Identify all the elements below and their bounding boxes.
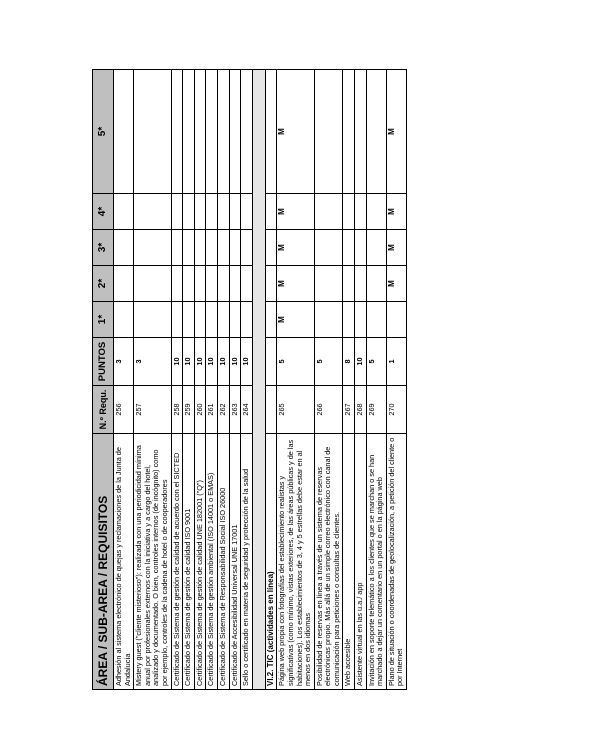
star5-cell	[134, 70, 171, 194]
star4-cell	[229, 194, 241, 230]
star1-cell	[343, 302, 355, 338]
star4-cell: M	[277, 194, 314, 230]
star1-cell	[114, 302, 134, 338]
requirement-text: Posibilidad de reservas en línea a través de un sistema de reservas electrónicas propio. Más allá de un simple correo electrónico con canal de comunicación para peticiones o consultas de clientes.	[314, 434, 343, 690]
star5-cell	[194, 70, 206, 194]
star3-cell	[314, 230, 343, 266]
requirement-text: Certificado de Accesibilidad Universal UNE 17001	[229, 434, 241, 690]
star2-cell: M	[386, 266, 406, 302]
points-value: 10	[171, 338, 183, 386]
requirement-text: Web accesible	[343, 434, 355, 690]
star4-cell	[217, 194, 229, 230]
points-value: 5	[277, 338, 314, 386]
table-row	[277, 70, 314, 690]
points-value: 8	[343, 338, 355, 386]
star1-cell	[217, 302, 229, 338]
star4-cell	[355, 194, 367, 230]
table-row	[217, 70, 229, 690]
header-1-star: 1*	[93, 302, 114, 338]
table-row	[343, 70, 355, 690]
table-row	[314, 70, 343, 690]
star5-cell	[114, 70, 134, 194]
star1-cell	[355, 302, 367, 338]
star2-cell	[229, 266, 241, 302]
star2-cell	[217, 266, 229, 302]
header-3-star: 3*	[93, 230, 114, 266]
star4-cell	[194, 194, 206, 230]
star1-cell	[386, 302, 406, 338]
star2-cell: M	[277, 266, 314, 302]
requirement-text: Sello o certificado en materia de seguridad y protección de la salud	[241, 434, 253, 690]
points-value: 10	[217, 338, 229, 386]
requirement-text: Certificado de Sistema de gestión de calidad UNE 182001 ("Q")	[194, 434, 206, 690]
requirement-number: 265	[277, 386, 314, 434]
section-empty-cell	[265, 338, 277, 386]
requirement-number: 260	[194, 386, 206, 434]
section-empty-cell	[265, 70, 277, 194]
rotated-page	[92, 70, 529, 690]
points-value: 10	[229, 338, 241, 386]
points-value: 10	[355, 338, 367, 386]
star3-cell	[183, 230, 195, 266]
star2-cell	[206, 266, 218, 302]
table-row	[355, 70, 367, 690]
header-req: N.º Requ.	[93, 386, 114, 434]
separator-cell	[252, 70, 265, 690]
star2-cell	[366, 266, 386, 302]
header-2-star: 2*	[93, 266, 114, 302]
star5-cell	[229, 70, 241, 194]
star2-cell	[343, 266, 355, 302]
requirement-number: 269	[366, 386, 386, 434]
star5-cell: M	[386, 70, 406, 194]
points-value: 5	[314, 338, 343, 386]
star1-cell	[206, 302, 218, 338]
star2-cell	[114, 266, 134, 302]
requirement-text: Página web propia con fotografías del establecimiento realistas y significativas (como mínimo, vistas exteriores, de las áreas públicas y de las habitaciones). Los establecimientos de 3, 4 y 5 estrellas debe estar en al menos en dos idiomas	[277, 434, 314, 690]
star5-cell	[217, 70, 229, 194]
points-value: 5	[366, 338, 386, 386]
requirement-text: Plano de situación o coordenadas de geolocalización, a petición del cliente o por Internet	[386, 434, 406, 690]
requirement-text: Mistery guest ("cliente misterioso"): realizada con una periodicidad mínima anual por profesionales externos con la iniciativa y a cargo del hotel, analizado y documentado. O bien, controles internos (de incógnito) como por ejemplo, controles de la cadena de hotel o de cooperadores	[134, 434, 171, 690]
star5-cell	[183, 70, 195, 194]
star2-cell	[194, 266, 206, 302]
star3-cell	[366, 230, 386, 266]
table-row	[366, 70, 386, 690]
header-area: ÁREA / SUB-AREA / REQUISITOS	[93, 434, 114, 690]
section-empty-cell	[265, 302, 277, 338]
points-value: 3	[134, 338, 171, 386]
star4-cell	[343, 194, 355, 230]
star3-cell	[355, 230, 367, 266]
star3-cell: M	[277, 230, 314, 266]
star1-cell	[241, 302, 253, 338]
points-value: 10	[206, 338, 218, 386]
points-value: 10	[241, 338, 253, 386]
requirement-text: Asistente virtual en las u.a./ app	[355, 434, 367, 690]
requirement-number: 267	[343, 386, 355, 434]
requirement-number: 257	[134, 386, 171, 434]
points-value: 3	[114, 338, 134, 386]
star1-cell	[194, 302, 206, 338]
header-row	[93, 70, 114, 690]
table-row	[171, 70, 183, 690]
star3-cell: M	[386, 230, 406, 266]
points-value: 1	[386, 338, 406, 386]
star4-cell: M	[386, 194, 406, 230]
star3-cell	[241, 230, 253, 266]
star4-cell	[114, 194, 134, 230]
star4-cell	[134, 194, 171, 230]
requirement-number: 259	[183, 386, 195, 434]
star5-cell	[171, 70, 183, 194]
requirement-text: Certificado de Sistema de gestión de calidad ISO 9001	[183, 434, 195, 690]
requirement-text: Certificado de Sistema de gestión ambiental (ISO 14001 o EMAS)	[206, 434, 218, 690]
star1-cell	[171, 302, 183, 338]
table-row	[114, 70, 134, 690]
header-5-star: 5*	[93, 70, 114, 194]
star5-cell	[241, 70, 253, 194]
requirement-number: 261	[206, 386, 218, 434]
star5-cell: M	[277, 70, 314, 194]
points-value: 10	[183, 338, 195, 386]
star3-cell	[194, 230, 206, 266]
requirement-text: Certificado de Sistema de Responsabilidad Social ISO 26000	[217, 434, 229, 690]
section-row	[265, 70, 277, 690]
star4-cell	[366, 194, 386, 230]
star4-cell	[241, 194, 253, 230]
table-row	[229, 70, 241, 690]
star3-cell	[206, 230, 218, 266]
requirement-number: 258	[171, 386, 183, 434]
section-empty-cell	[265, 230, 277, 266]
section-empty-cell	[265, 266, 277, 302]
requirement-number: 264	[241, 386, 253, 434]
star4-cell	[314, 194, 343, 230]
star2-cell	[134, 266, 171, 302]
requirement-text: Adhesión al sistema electrónico de quejas y reclamaciones de la Junta de Andalucía	[114, 434, 134, 690]
star2-cell	[355, 266, 367, 302]
table-row	[241, 70, 253, 690]
star2-cell	[183, 266, 195, 302]
requirement-number: 262	[217, 386, 229, 434]
star4-cell	[171, 194, 183, 230]
star1-cell	[314, 302, 343, 338]
star4-cell	[183, 194, 195, 230]
table-row	[134, 70, 171, 690]
star1-cell	[366, 302, 386, 338]
star4-cell	[206, 194, 218, 230]
star5-cell	[206, 70, 218, 194]
star3-cell	[134, 230, 171, 266]
star3-cell	[217, 230, 229, 266]
star5-cell	[314, 70, 343, 194]
section-empty-cell	[265, 386, 277, 434]
table-row	[183, 70, 195, 690]
requirement-number: 263	[229, 386, 241, 434]
requirement-number: 270	[386, 386, 406, 434]
star2-cell	[171, 266, 183, 302]
star3-cell	[114, 230, 134, 266]
requirements-table	[92, 69, 407, 690]
requirement-number: 256	[114, 386, 134, 434]
requirement-text: Invitación en soporte telemático a los clientes que se marchan o se han marchado a dejar un comentario en un portal o en la página web	[366, 434, 386, 690]
header-points: PUNTOS	[93, 338, 114, 386]
star5-cell	[366, 70, 386, 194]
points-value: 10	[194, 338, 206, 386]
star2-cell	[241, 266, 253, 302]
star1-cell	[229, 302, 241, 338]
section-title: VI.2. TIC (actividades en línea)	[265, 434, 277, 690]
table-row	[194, 70, 206, 690]
requirement-text: Certificado de Sistema de gestión de calidad de acuerdo con el SICTED	[171, 434, 183, 690]
table-row	[206, 70, 218, 690]
requirement-number: 268	[355, 386, 367, 434]
star1-cell	[134, 302, 171, 338]
star3-cell	[171, 230, 183, 266]
star5-cell	[355, 70, 367, 194]
star5-cell	[343, 70, 355, 194]
header-4-star: 4*	[93, 194, 114, 230]
requirement-number: 266	[314, 386, 343, 434]
star3-cell	[229, 230, 241, 266]
star2-cell	[314, 266, 343, 302]
table-row	[386, 70, 406, 690]
star1-cell	[183, 302, 195, 338]
section-empty-cell	[265, 194, 277, 230]
star1-cell: M	[277, 302, 314, 338]
star3-cell	[343, 230, 355, 266]
separator-row	[252, 70, 265, 690]
